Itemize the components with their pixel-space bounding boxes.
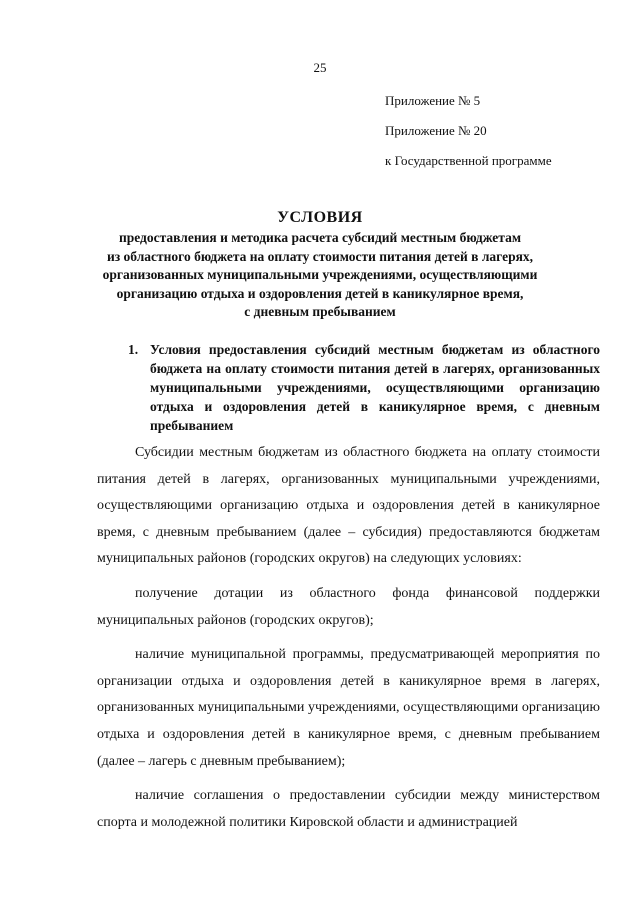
appendix-line-1: Приложение № 5 [385,93,481,108]
title-main: УСЛОВИЯ [277,209,363,226]
title-subtitle [0,229,640,322]
appendix-block [385,86,552,176]
title-line-4: организацию отдыха и оздоровления детей в каникулярное время, [116,285,524,301]
paragraph: наличие соглашения о предоставлении субсидии между министерством спорта и молодежной политики Кировской области и администрацией [97,788,600,830]
appendix-line-2: Приложение № 20 [385,123,487,138]
appendix-line-3: к Государственной программе [385,153,552,168]
section-heading [128,340,600,435]
document-title [0,208,640,322]
title-line-3: организованных муниципальными учреждениями, осуществляющими [102,267,538,282]
title-line-2: из областного бюджета на оплату стоимости питания детей в лагерях, [106,248,534,264]
title-line-1: предоставления и методика расчета субсидий местным бюджетам [118,230,522,245]
title-line-5: с дневным пребыванием [244,304,396,319]
paragraph: наличие муниципальной программы, предусматривающей мероприятия по организации отдыха и оздоровления детей в каникулярное время в лагерях, организованных муниципальными учреждениями, осуществляющими организацию отдыха и оздоровления детей в каникулярное время, с дневным пребыванием (далее – лагерь с дневным пребыванием); [97,647,600,769]
section-number: 1. [128,342,139,357]
page-number: 25 [313,60,327,75]
paragraph: получение дотации из областного фонда финансовой поддержки муниципальных районов (городских округов); [97,585,600,628]
document-body [97,440,600,836]
section-heading-text: Условия предоставления субсидий местным бюджетам из областного бюджета на оплату стоимости питания детей в лагерях, организованных муниципальными учреждениями, осуществляющими организацию отдыха и оздоровления детей в каникулярное время, с дневным пребыванием [150,342,600,433]
paragraph: Субсидии местным бюджетам из областного бюджета на оплату стоимости питания детей в лагерях, организованных муниципальными учреждениями, осуществляющими организацию отдыха и оздоровления детей в каникулярное время, с дневным пребыванием (далее – субсидия) предоставляются бюджетам муниципальных районов (городских округов) на следующих условиях: [97,445,600,567]
